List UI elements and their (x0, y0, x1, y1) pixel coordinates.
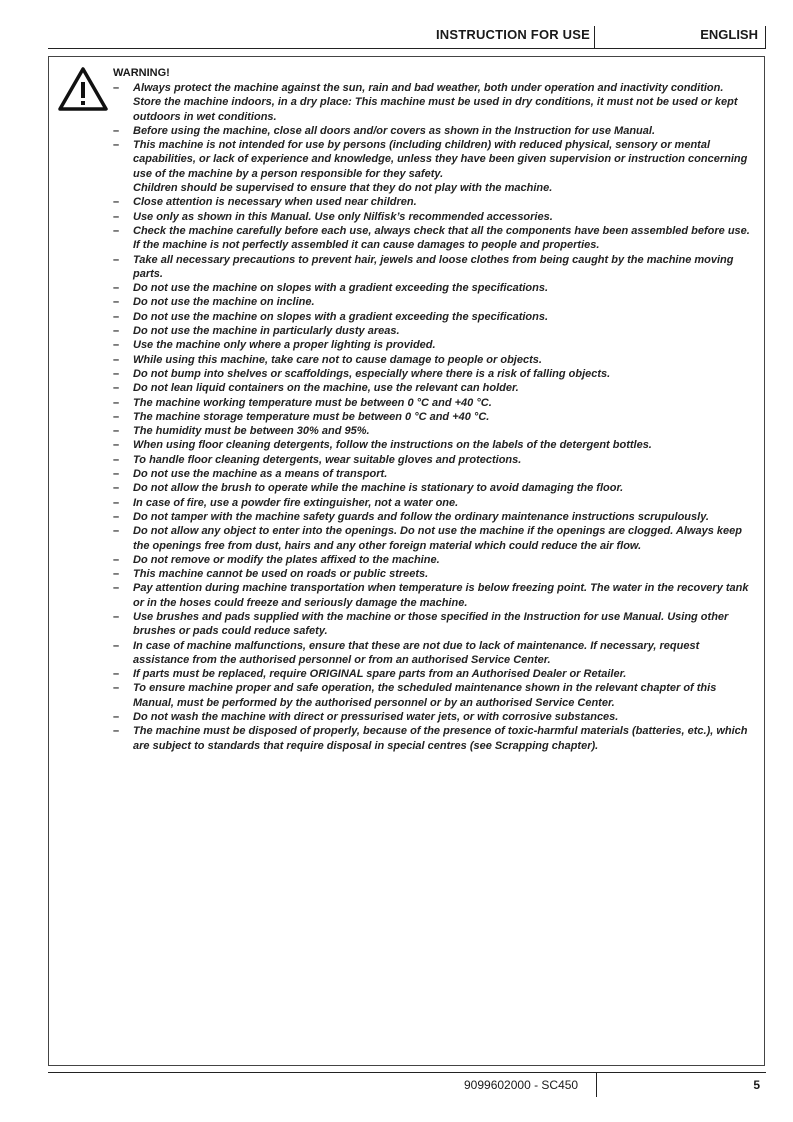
list-item: – Do not allow any object to enter into the openings. Do not use the machine if the openings are clogged. Always keep the openings free from dust, hairs and any other foreign material which could reduce the air flow. (113, 524, 753, 553)
header-divider (594, 26, 595, 48)
header-divider-right (765, 26, 766, 48)
list-item: – While using this machine, take care not to cause damage to people or objects. (113, 353, 753, 367)
warning-title: WARNING! (113, 67, 170, 79)
list-item: – Do not lean liquid containers on the machine, use the relevant can holder. (113, 381, 753, 395)
list-item: – The humidity must be between 30% and 95%. (113, 424, 753, 438)
list-item: – Do not allow the brush to operate while the machine is stationary to avoid damaging the floor. (113, 481, 753, 495)
list-item: – The machine storage temperature must be between 0 °C and +40 °C. (113, 410, 753, 424)
list-item: – Close attention is necessary when used near children. (113, 195, 753, 209)
list-item: – This machine is not intended for use by persons (including children) with reduced physical, sensory or mental capabilities, or lack of experience and knowledge, unless they have been given supervision or instruction concerning use of the machine by a person responsible for they safety. Children should be supervised to ensure that they do not play with the machine. (113, 138, 753, 195)
list-item: – Pay attention during machine transportation when temperature is below freezing point. The water in the recovery tank or in the hoses could freeze and seriously damage the machine. (113, 581, 753, 610)
list-item: – In case of fire, use a powder fire extinguisher, not a water one. (113, 496, 753, 510)
list-item: – When using floor cleaning detergents, follow the instructions on the labels of the detergent bottles. (113, 438, 753, 452)
list-item-extra: Children should be supervised to ensure that they do not play with the machine. (133, 182, 553, 195)
list-item: – Do not remove or modify the plates affixed to the machine. (113, 553, 753, 567)
page-header (48, 22, 766, 49)
list-item: – In case of machine malfunctions, ensure that these are not due to lack of maintenance. If necessary, request assistance from the authorised personnel or from an authorised Service Center. (113, 639, 753, 668)
list-item: – Use the machine only where a proper lighting is provided. (113, 338, 753, 352)
list-item: – To handle floor cleaning detergents, wear suitable gloves and protections. (113, 453, 753, 467)
list-item: – The machine working temperature must be between 0 °C and +40 °C. (113, 396, 753, 410)
list-item: – Do not use the machine on incline. (113, 295, 753, 309)
list-item: – Use only as shown in this Manual. Use only Nilfisk’s recommended accessories. (113, 210, 753, 224)
list-item: – Do not wash the machine with direct or pressurised water jets, or with corrosive substances. (113, 710, 753, 724)
header-title: INSTRUCTION FOR USE (435, 27, 590, 42)
list-item: – Use brushes and pads supplied with the machine or those specified in the Instruction for use Manual. Using other brushes or pads could reduce safety. (113, 610, 753, 639)
list-item: – The machine must be disposed of properly, because of the presence of toxic-harmful materials (batteries, etc.), which are subject to standards that require disposal in special centres (see Scrapping chapter). (113, 724, 753, 753)
list-item: – Before using the machine, close all doors and/or covers as shown in the Instruction for use Manual. (113, 124, 753, 138)
list-item: – Do not tamper with the machine safety guards and follow the ordinary maintenance instructions scrupulously. (113, 510, 753, 524)
list-item: – Always protect the machine against the sun, rain and bad weather, both under operation and inactivity condition. Store the machine indoors, in a dry place: This machine must be used in dry conditions, it must not be used or kept outdoors in wet conditions. (113, 81, 753, 124)
footer-divider (596, 1073, 597, 1097)
list-item: – Do not use the machine on slopes with a gradient exceeding the specifications. (113, 281, 753, 295)
list-item: – Do not use the machine in particularly dusty areas. (113, 324, 753, 338)
list-item: – Take all necessary precautions to prevent hair, jewels and loose clothes from being caught by the machine moving parts. (113, 253, 753, 282)
header-language: ENGLISH (700, 27, 758, 42)
list-item: – Do not use the machine on slopes with a gradient exceeding the specifications. (113, 310, 753, 324)
warning-list (113, 81, 753, 753)
list-item: – To ensure machine proper and safe operation, the scheduled maintenance shown in the relevant chapter of this Manual, must be performed by the authorised personnel or by an authorised Service Center. (113, 681, 753, 710)
page-number: 5 (753, 1078, 760, 1092)
list-item: – Do not use the machine as a means of transport. (113, 467, 753, 481)
warning-triangle-icon (58, 67, 108, 111)
list-item: – This machine cannot be used on roads or public streets. (113, 567, 753, 581)
list-item: – Do not bump into shelves or scaffoldings, especially where there is a risk of falling objects. (113, 367, 753, 381)
document-code: 9099602000 - SC450 (464, 1078, 579, 1092)
warning-box (48, 56, 765, 1066)
list-item: – If parts must be replaced, require ORIGINAL spare parts from an Authorised Dealer or Retailer. (113, 667, 753, 681)
page-footer (48, 1072, 766, 1097)
list-item: – Check the machine carefully before each use, always check that all the components have been assembled before use. If the machine is not perfectly assembled it can cause damages to people and properties. (113, 224, 753, 253)
